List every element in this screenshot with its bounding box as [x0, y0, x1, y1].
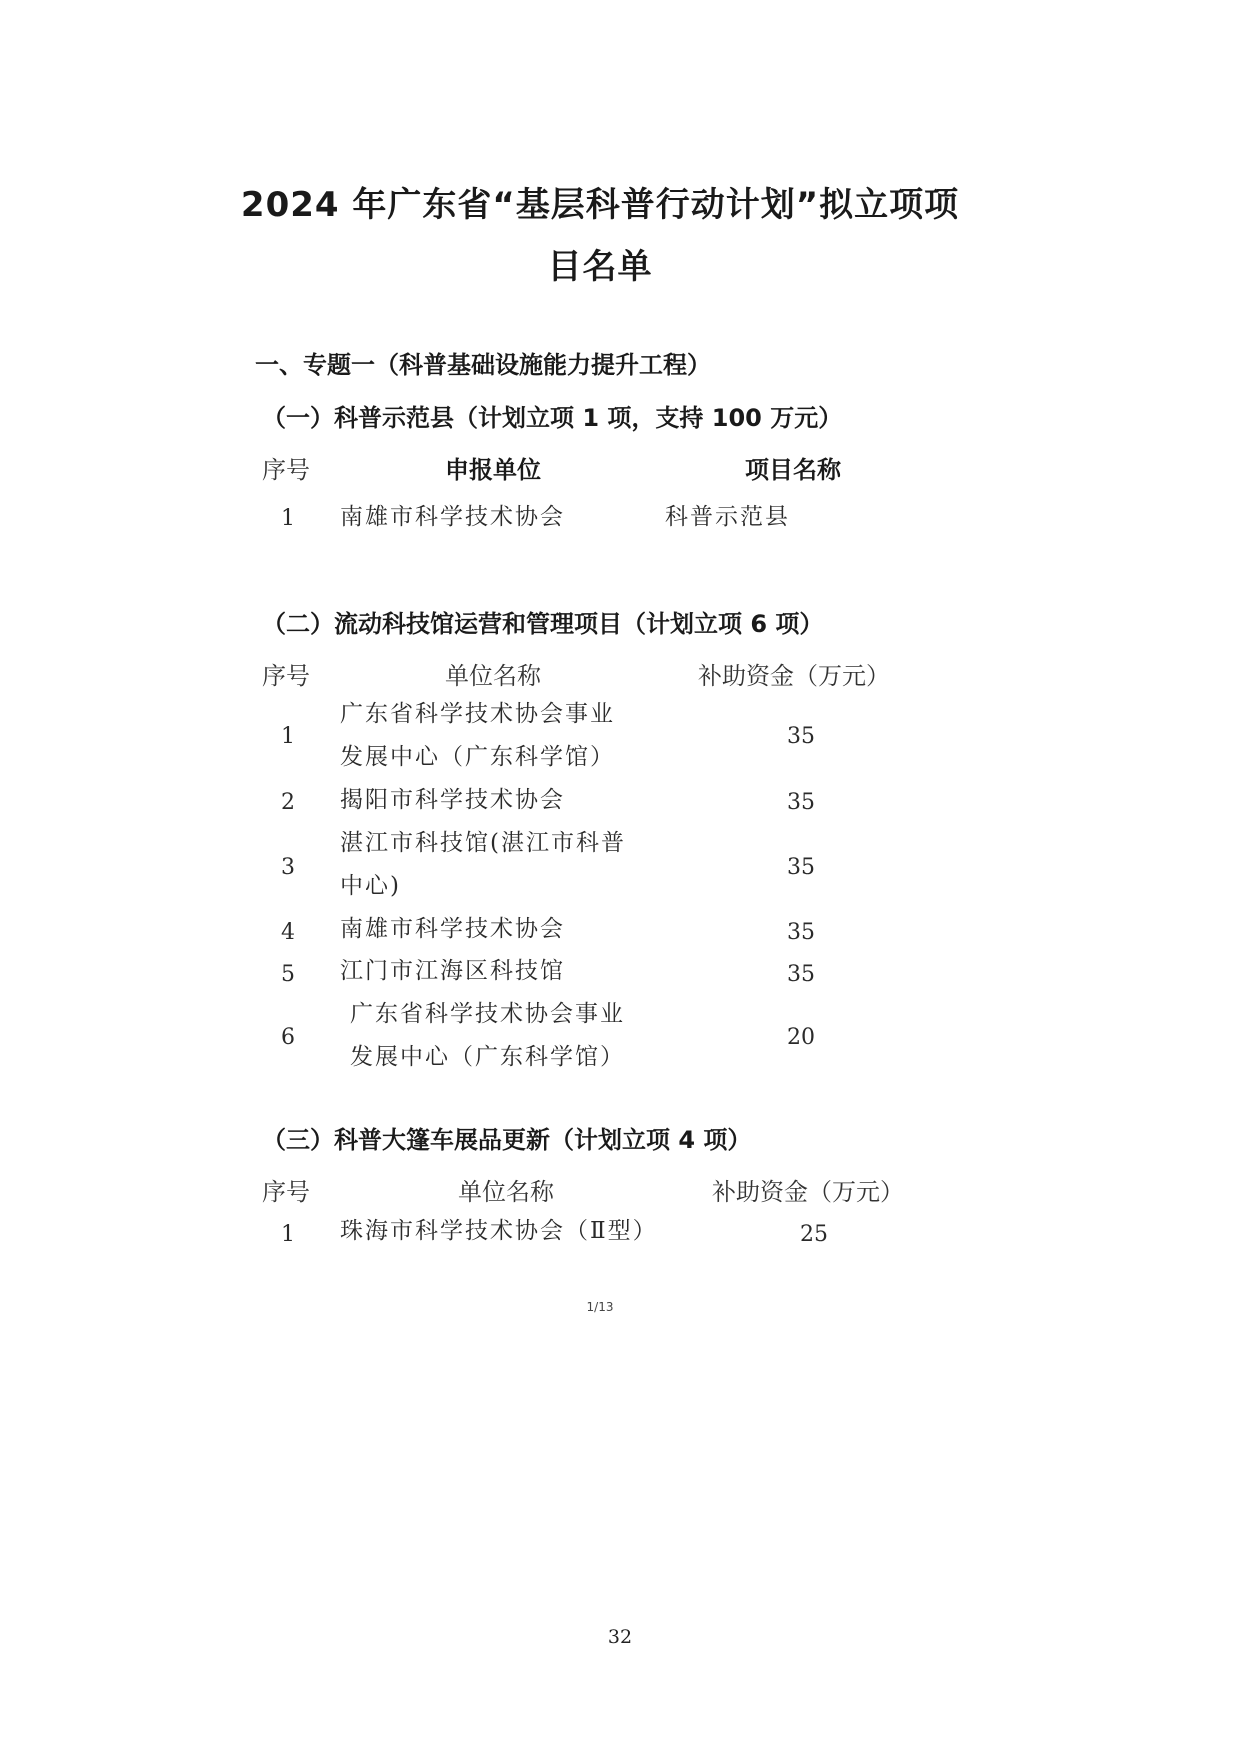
row-unit-line2: 发展中心（广东科学馆）	[350, 1044, 625, 1070]
row-amount: 35	[787, 962, 815, 987]
table-1-header-no: 序号	[262, 456, 310, 484]
table-2-header-amount: 补助资金（万元）	[698, 662, 890, 690]
row-unit-line1: 揭阳市科学技术协会	[340, 787, 565, 813]
row-unit-line1: 湛江市科技馆(湛江市科普	[340, 830, 626, 856]
row-unit-line1: 江门市江海区科技馆	[340, 958, 565, 984]
table-1-header-unit: 申报单位	[445, 456, 541, 484]
table-1-header-project: 项目名称	[745, 456, 841, 484]
section-heading-1: 一、专题一（科普基础设施能力提升工程）	[255, 351, 711, 379]
row-number: 1	[281, 506, 295, 531]
row-number: 3	[281, 855, 295, 880]
row-unit-line1: 南雄市科学技术协会	[340, 916, 565, 942]
table-3-header-unit: 单位名称	[458, 1178, 554, 1206]
row-unit-line2: 发展中心（广东科学馆）	[340, 744, 615, 770]
row-project: 科普示范县	[665, 504, 790, 530]
row-number: 1	[281, 1222, 295, 1247]
row-amount: 35	[787, 855, 815, 880]
row-unit-line1: 广东省科学技术协会事业	[350, 1001, 625, 1027]
row-unit: 南雄市科学技术协会	[340, 504, 565, 530]
subsection-heading-2: （二）流动科技馆运营和管理项目（计划立项 6 项）	[262, 610, 824, 638]
row-number: 6	[281, 1025, 295, 1050]
row-amount: 25	[800, 1222, 828, 1247]
row-number: 1	[281, 724, 295, 749]
page-number: 32	[607, 1626, 633, 1648]
row-amount: 35	[787, 724, 815, 749]
table-3-header-no: 序号	[262, 1178, 310, 1206]
row-number: 5	[281, 962, 295, 987]
row-number: 4	[281, 920, 295, 945]
row-amount: 35	[787, 920, 815, 945]
row-unit-line2: 中心)	[340, 873, 401, 899]
row-amount: 35	[787, 790, 815, 815]
subsection-heading-1: （一）科普示范县（计划立项 1 项，支持 100 万元）	[262, 404, 843, 432]
table-2-header-no: 序号	[262, 662, 310, 690]
table-3-header-amount: 补助资金（万元）	[712, 1178, 904, 1206]
row-amount: 20	[787, 1025, 815, 1050]
row-unit: 珠海市科学技术协会（Ⅱ型）	[340, 1218, 658, 1244]
document-title-line1: 2024 年广东省“基层科普行动计划”拟立项项	[240, 185, 960, 225]
inner-page-indicator: 1/13	[586, 1300, 614, 1314]
row-number: 2	[281, 790, 295, 815]
document-title-line2: 目名单	[547, 247, 653, 287]
table-2-header-unit: 单位名称	[445, 662, 541, 690]
row-unit-line1: 广东省科学技术协会事业	[340, 701, 615, 727]
subsection-heading-3: （三）科普大篷车展品更新（计划立项 4 项）	[262, 1126, 752, 1154]
